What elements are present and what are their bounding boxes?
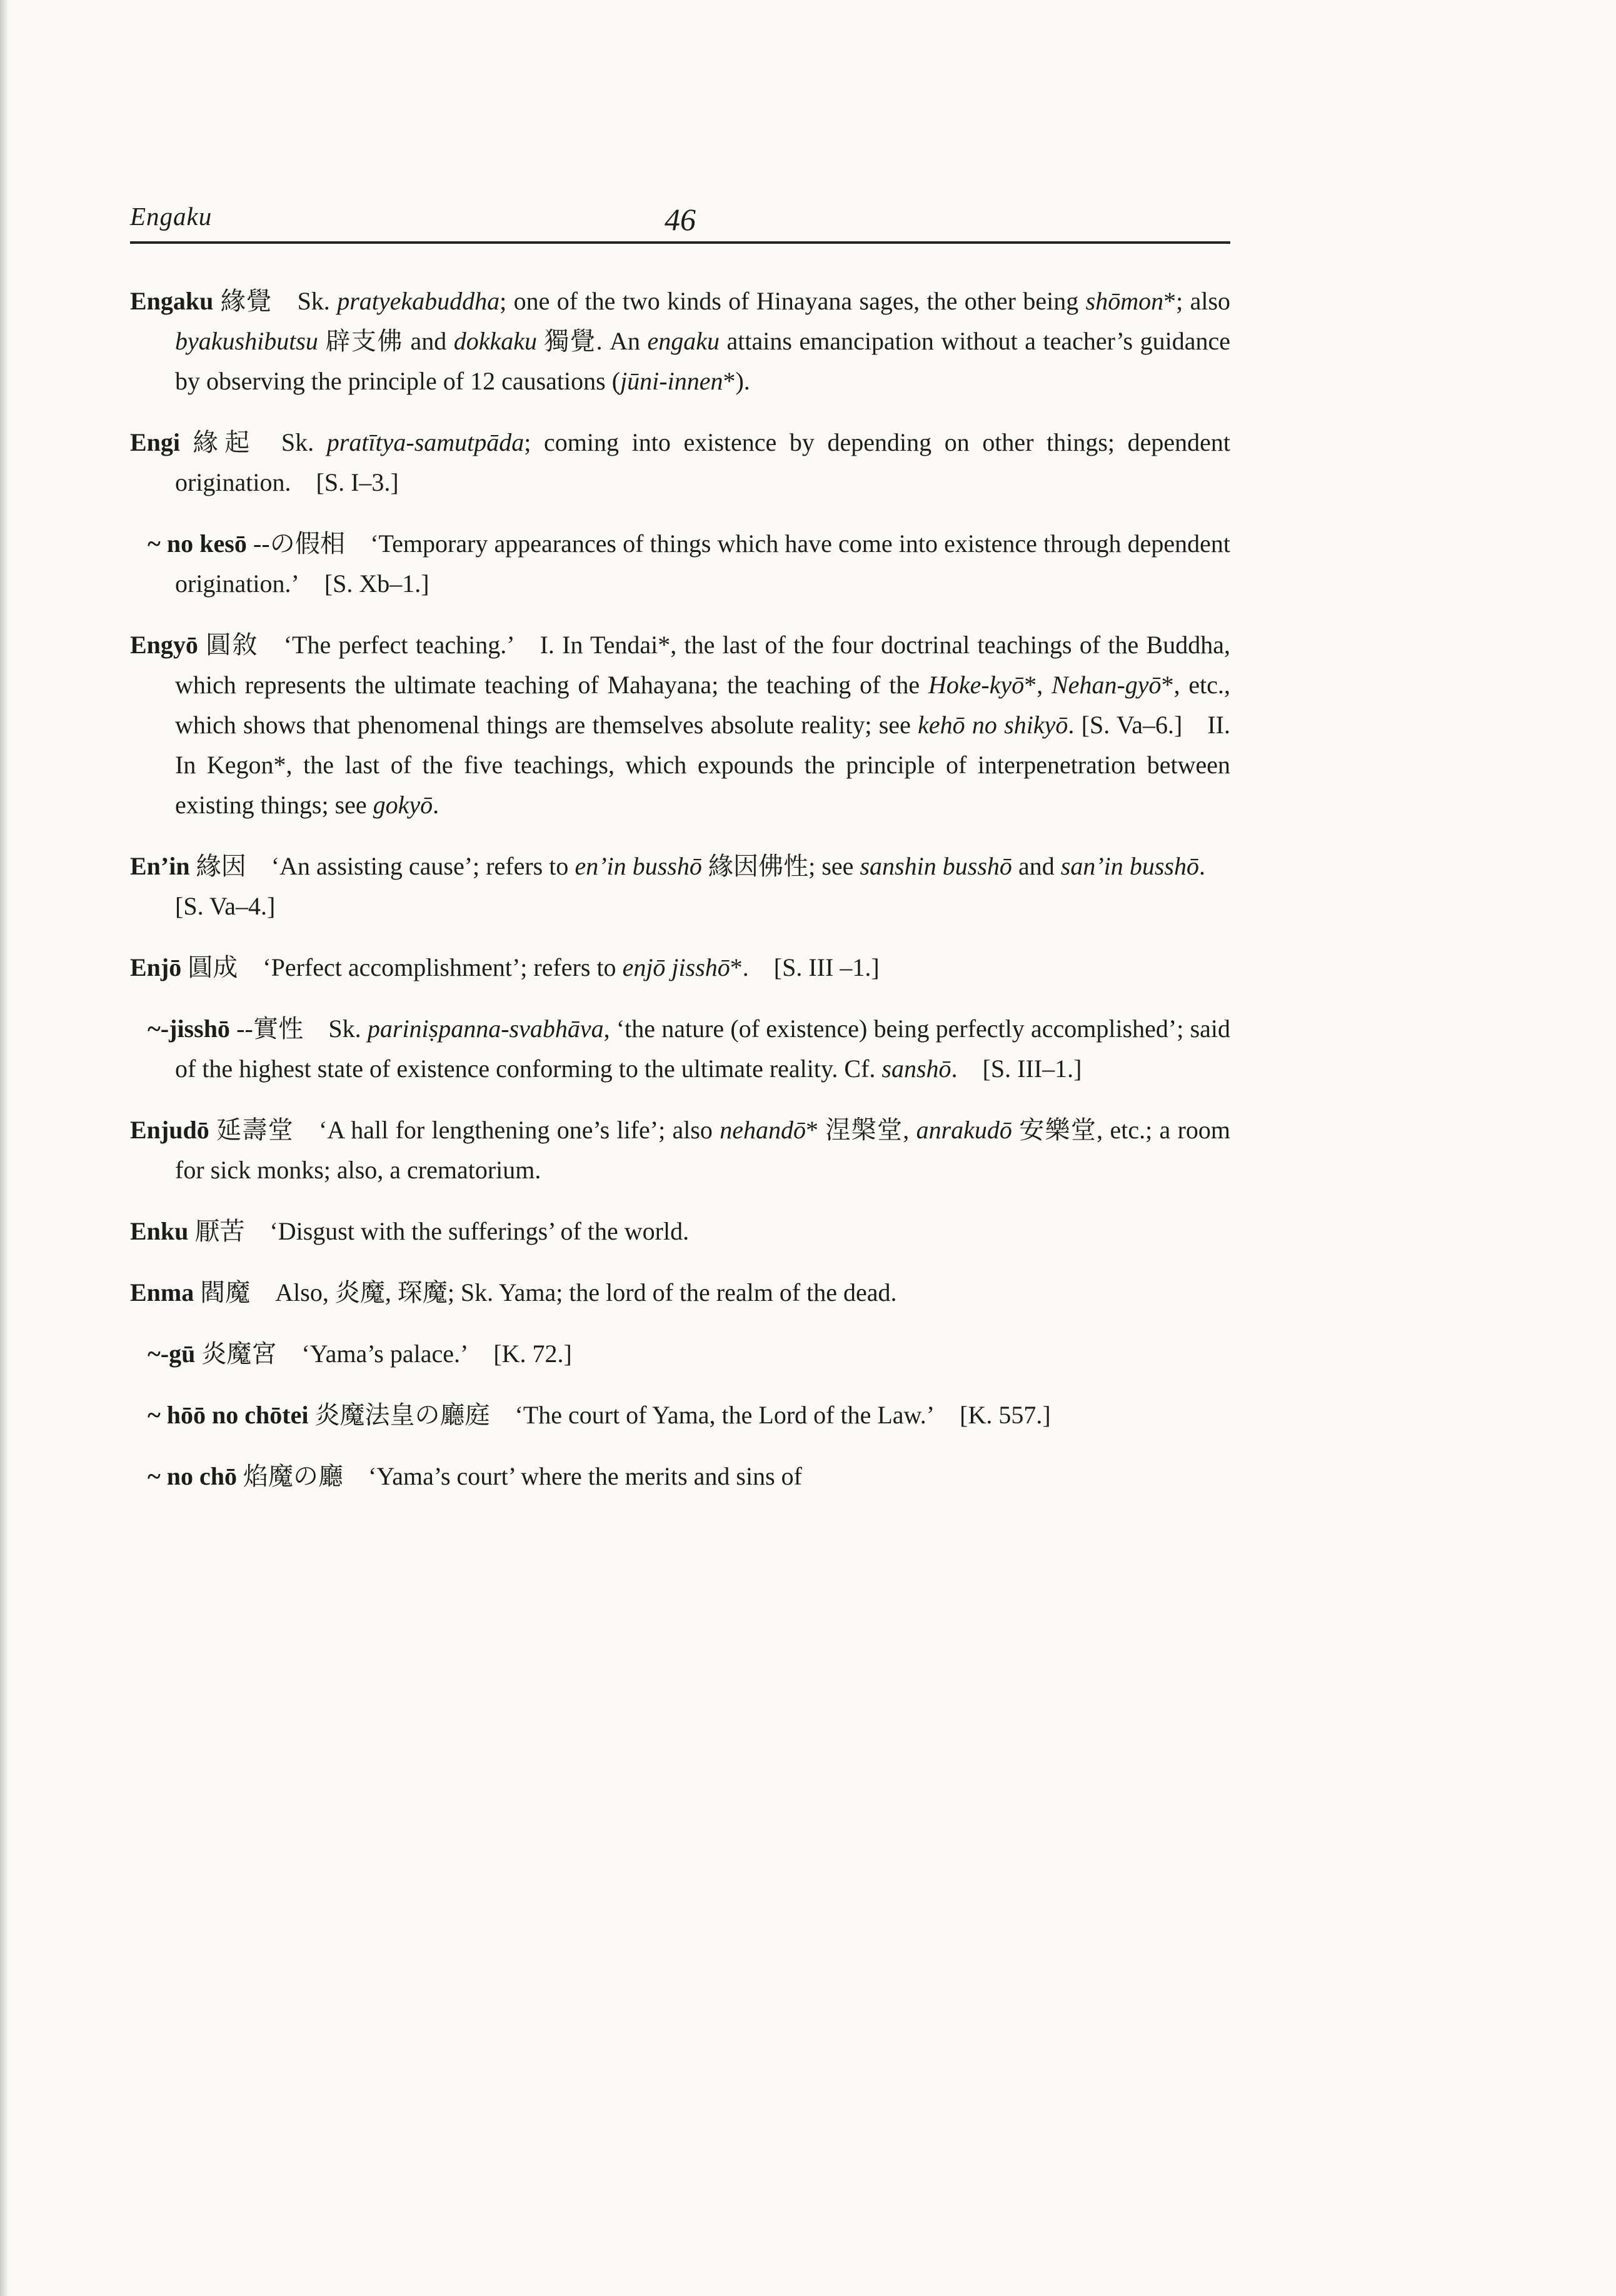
headword: ~ no chō	[148, 1462, 238, 1490]
headword: ~-gū	[148, 1340, 196, 1368]
entry-text: 緣覺 Sk.	[213, 287, 338, 315]
entry-text: *, etc., which shows that phenomenal things are themselves absolute reality; see	[175, 671, 1231, 739]
entry-text: . [S. Va–6.] II. In Kegon*, the last of the five teachings, which expounds the principle of interpenetration between existing things; see	[175, 711, 1230, 819]
entry-text: *,	[1024, 671, 1052, 699]
dictionary-subentry	[130, 1334, 1230, 1374]
entry-text: 獨覺. An	[537, 327, 648, 355]
headword: ~-jisshō	[148, 1015, 230, 1043]
entry-text: 延壽堂 ‘A hall for lengthening one’s life’; also	[209, 1116, 720, 1144]
entry-text: ; one of the two kinds of Hinayana sages, the other being	[499, 287, 1086, 315]
dictionary-entry	[130, 1110, 1230, 1190]
entry-text: *. [S. III –1.]	[730, 953, 880, 981]
entry-text: 炎魔宮 ‘Yama’s palace.’ [K. 72.]	[195, 1340, 572, 1368]
headword: Enjō	[130, 953, 182, 981]
headword: Engi	[130, 428, 181, 456]
entry-text: . [S. III–1.]	[951, 1055, 1082, 1083]
dictionary-entry	[130, 948, 1230, 988]
entry-text: 焰魔の廳 ‘Yama’s court’ where the merits and sins of	[237, 1462, 802, 1490]
dictionary-entry	[130, 846, 1230, 926]
term-italic: sanshō	[881, 1055, 951, 1083]
term-italic: gokyō	[373, 791, 433, 819]
term-italic: engaku	[647, 327, 720, 355]
entry-text: , ‘the nature (of existence) being perfectly accomplished’; said of the highest state of existence conforming to the ultimate reality. Cf.	[175, 1015, 1230, 1083]
entry-text: --の假相 ‘Temporary appearances of things which have come into existence through dependent origination.’ [S. Xb–1.]	[175, 529, 1230, 598]
dictionary-subentry	[130, 1009, 1230, 1089]
term-italic: pratyekabuddha	[337, 287, 500, 315]
dictionary-subentry	[130, 524, 1230, 604]
term-italic: nehandō	[720, 1116, 806, 1144]
entry-text: 炎魔法皇の廳庭 ‘The court of Yama, the Lord of the Law.’ [K. 557.]	[308, 1401, 1051, 1429]
entry-text: 圓成 ‘Perfect accomplishment’; refers to	[181, 953, 623, 981]
headword: Engyō	[130, 631, 198, 659]
headword: Enma	[130, 1278, 194, 1306]
term-italic: dokkaku	[453, 327, 538, 355]
headword: Enku	[130, 1217, 189, 1245]
page-number: 46	[665, 202, 696, 237]
entry-text: 安樂堂, etc.; a room for sick monks; also, a crematorium.	[175, 1116, 1231, 1184]
term-italic: sanshin busshō	[860, 852, 1012, 880]
entries	[130, 281, 1230, 1496]
entry-text: --實性 Sk.	[229, 1015, 368, 1043]
term-italic: pratītya-samutpāda	[326, 428, 524, 456]
entry-text: .	[433, 791, 439, 819]
dictionary-entry	[130, 423, 1230, 503]
dictionary-entry	[130, 1273, 1230, 1313]
entry-text: *; also	[1163, 287, 1231, 315]
entry-text: 緣起 Sk.	[180, 428, 327, 456]
entry-text: ; coming into existence by depending on other things; dependent origination. [S. I–3.]	[175, 428, 1231, 496]
dictionary-entry	[130, 1211, 1230, 1251]
headword: Engaku	[130, 287, 214, 315]
entry-text: and	[1011, 852, 1061, 880]
entry-text: 緣因 ‘An assisting cause’; refers to	[189, 852, 575, 880]
entry-text: 緣因佛性; see	[701, 852, 860, 880]
entry-text: 厭苦 ‘Disgust with the sufferings’ of the world.	[188, 1217, 690, 1245]
entry-text: . [S. Va–4.]	[175, 852, 1230, 920]
entry-text: 閻魔 Also, 炎魔, 琛魔; Sk. Yama; the lord of the realm of the dead.	[194, 1278, 897, 1306]
headword: En’in	[130, 852, 190, 880]
headword: ~ no kesō	[148, 529, 247, 558]
term-italic: byakushibutsu	[175, 327, 318, 355]
term-italic: pariniṣpanna-svabhāva	[367, 1015, 604, 1043]
headword: Enjudō	[130, 1116, 209, 1144]
term-italic: en’in busshō	[575, 852, 702, 880]
term-italic: Nehan-gyō	[1051, 671, 1162, 699]
text-column	[130, 201, 1230, 1518]
term-italic: enjō jisshō	[622, 953, 730, 981]
term-italic: san’in busshō	[1060, 852, 1199, 880]
entry-text: attains emancipation without a teacher’s guidance by observing the principle of 12 causations (	[175, 327, 1230, 395]
term-italic: jūni-innen	[620, 367, 723, 395]
dictionary-subentry	[130, 1456, 1230, 1496]
dictionary-subentry	[130, 1395, 1230, 1435]
term-italic: anrakudō	[916, 1116, 1012, 1144]
headword: ~ hōō no chōtei	[148, 1401, 309, 1429]
term-italic: kehō no shikyō	[918, 711, 1068, 739]
term-italic: shōmon	[1085, 287, 1164, 315]
entry-text: 辟支佛 and	[318, 327, 454, 355]
term-italic: Hoke-kyō	[928, 671, 1025, 699]
entry-text: * 涅槃堂,	[806, 1116, 916, 1144]
entry-text: 圓敘 ‘The perfect teaching.’ I. In Tendai*, the last of the four doctrinal teachings of the Buddha, which represents the ultimate teaching of Mahayana; the teaching of the	[175, 631, 1230, 699]
running-head: Engaku	[130, 202, 213, 231]
entry-text: *).	[723, 367, 750, 395]
page-header	[130, 201, 1230, 244]
dictionary-entry	[130, 281, 1230, 401]
dictionary-entry	[130, 625, 1230, 825]
